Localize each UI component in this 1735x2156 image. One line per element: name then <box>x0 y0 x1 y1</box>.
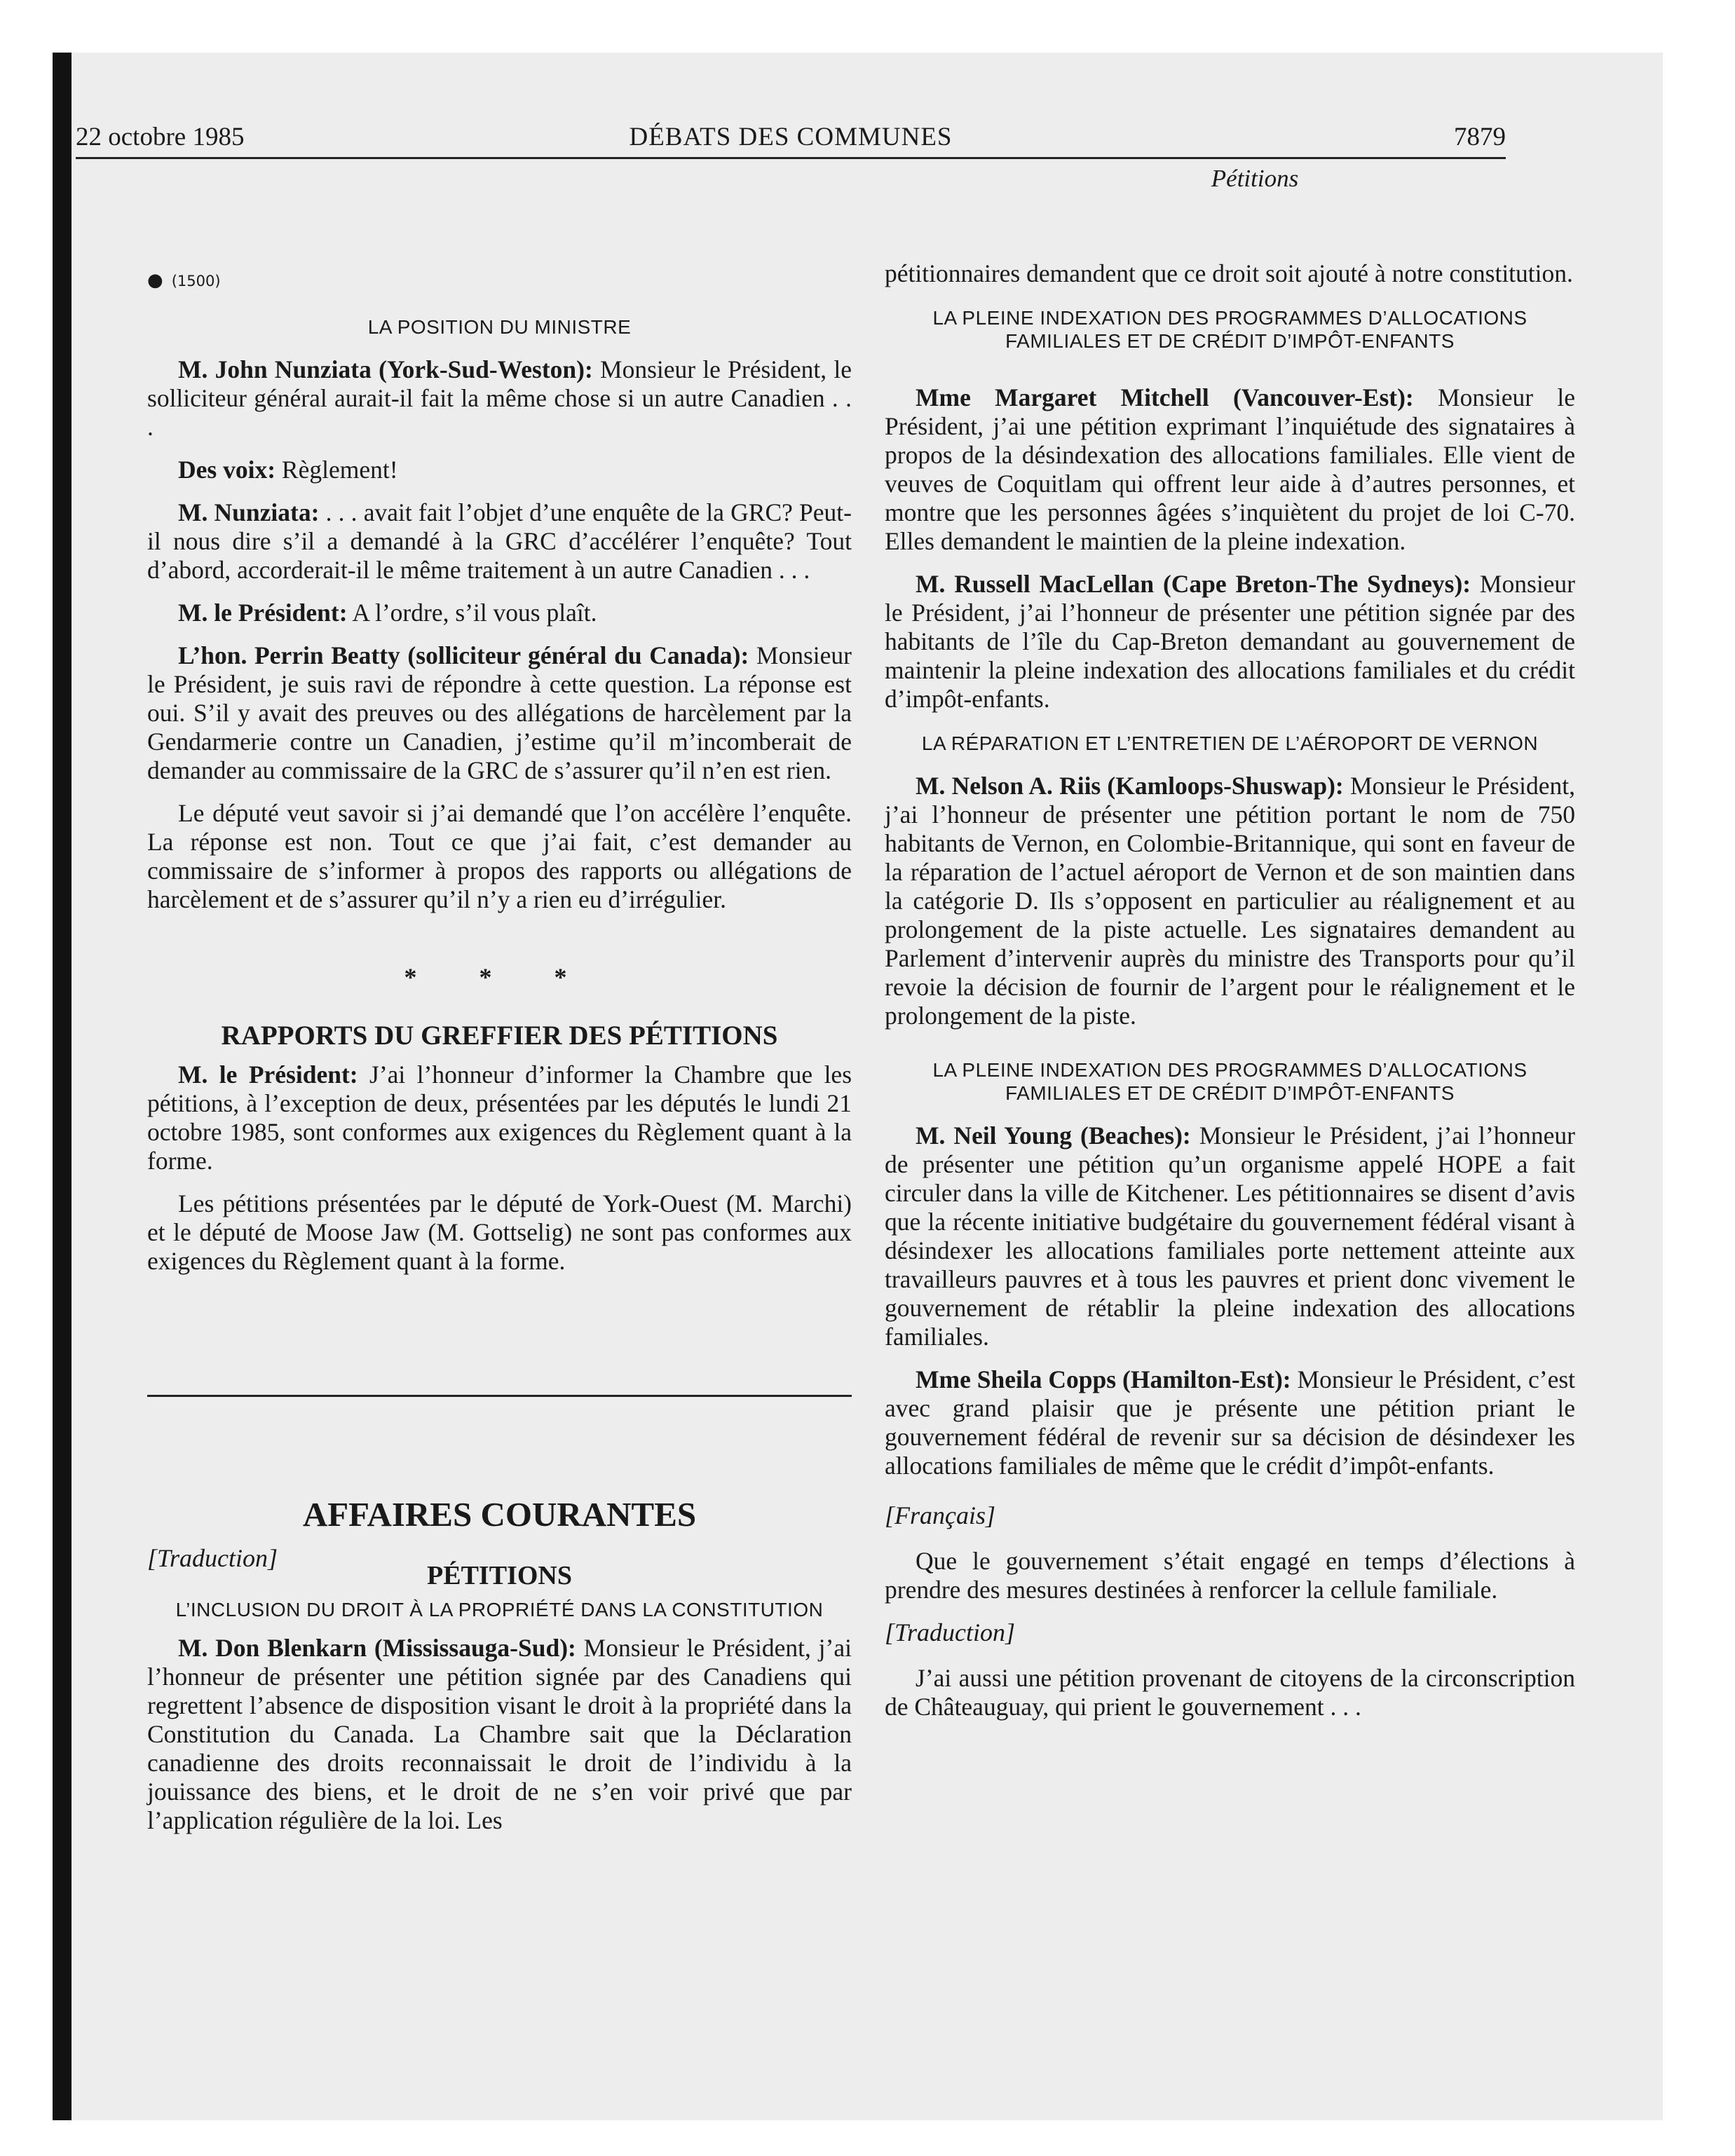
running-head: Pétitions <box>1211 165 1299 192</box>
paragraph <box>885 1365 1575 1480</box>
translation-tag: [Traduction] <box>885 1618 1016 1646</box>
heading-aeroport-vernon: LA RÉPARATION ET L’ENTRETIEN DE L’AÉROPORT DE VERNON <box>921 732 1539 754</box>
time-marker-text: (1500) <box>171 273 221 289</box>
time-marker <box>147 266 852 296</box>
paragraph <box>147 641 852 785</box>
paragraph <box>147 1060 852 1175</box>
speaker: Mme Margaret Mitchell (Vancouver-Est): <box>916 383 1414 411</box>
header-title: DÉBATS DES COMMUNES <box>629 123 953 151</box>
section-title-rapports: RAPPORTS DU GREFFIER DES PÉTITIONS <box>221 1021 778 1051</box>
speech: Monsieur le Président, le solliciteur général aurait-il fait la même chose si un autre Canadien . . . <box>147 355 852 441</box>
speaker: M. Neil Young (Beaches): <box>916 1121 1191 1149</box>
heading-indexation-2: LA PLEINE INDEXATION DES PROGRAMMES D’ALLOCATIONS FAMILIALES ET DE CRÉDIT D’IMPÔT-ENFANTS <box>932 1059 1528 1104</box>
speech: . . . avait fait l’objet d’une enquête de la GRC? Peut-il nous dire s’il a demandé à la GRC d’accélérer l’enquête? Tout d’abord, accorderait-il le même traitement à un autre Canadien . . . <box>147 498 852 584</box>
section-title-affaires: AFFAIRES COURANTES <box>302 1495 697 1534</box>
speaker: M. John Nunziata (York-Sud-Weston): <box>178 355 593 383</box>
speaker: M. Russell MacLellan (Cape Breton-The Sydneys): <box>916 570 1471 598</box>
speech: A l’ordre, s’il vous plaît. <box>347 599 597 627</box>
translation-tag: [Traduction] <box>147 1544 278 1572</box>
header-date: 22 octobre 1985 <box>76 123 245 151</box>
speaker: M. le Président: <box>178 1060 358 1089</box>
french-tag: [Français] <box>885 1501 996 1529</box>
heading-droit-propriete: L’INCLUSION DU DROIT À LA PROPRIÉTÉ DANS LA CONSTITUTION <box>175 1599 824 1621</box>
paragraph <box>147 599 852 627</box>
paragraph <box>885 570 1575 714</box>
scan-edge <box>53 53 72 2120</box>
paragraph: pétitionnaires demandent que ce droit soit ajouté à notre constitution. <box>885 259 1573 287</box>
bullet-icon: ● <box>147 270 163 291</box>
speech: Monsieur le Président, j’ai une pétition exprimant l’inquiétude des signataires à propos de la désindexation des allocations familiales. Elle vient de veuves de Coquitlam qui offrent leur aide à d’autres personnes, et montre que les personnes âgées s’inquiètent du projet de loi C-70. Elles demandent le maintien de la pleine indexation. <box>885 383 1575 555</box>
page-header <box>76 118 1506 159</box>
right-column <box>885 259 1575 1735</box>
paragraph <box>147 355 852 442</box>
paragraph: Que le gouvernement s’était engagé en temps d’élections à prendre des mesures destinées à renforcer la cellule familiale. <box>885 1547 1575 1604</box>
speaker: M. le Président: <box>178 599 348 627</box>
speaker: L’hon. Perrin Beatty (solliciteur général du Canada): <box>178 641 749 669</box>
speaker: M. Nelson A. Riis (Kamloops-Shuswap): <box>916 772 1344 800</box>
paragraph <box>147 1634 852 1835</box>
heading-position-ministre: LA POSITION DU MINISTRE <box>367 316 632 338</box>
speaker: M. Don Blenkarn (Mississauga-Sud): <box>178 1634 576 1662</box>
subsection-title-petitions: PÉTITIONS <box>427 1561 572 1590</box>
speech: Monsieur le Président, j’ai l’honneur de présenter une pétition qu’un organisme appelé HOPE a fait circuler dans la ville de Kitchener. Les pétitionnaires se disent d’avis que la récente initiative budgétaire du gouvernement fédéral visant à désindexer les allocations familiales porte nettement atteinte aux travailleurs pauvres et à tous les pauvres et prient donc vivement le gouvernement de rétablir la pleine indexation des allocations familiales. <box>885 1121 1575 1351</box>
paragraph: J’ai aussi une pétition provenant de citoyens de la circonscription de Châteauguay, qui prient le gouvernement . . . <box>885 1664 1575 1721</box>
speech: Monsieur le Président, c’est avec grand plaisir que je présente une pétition priant le gouvernement fédéral de revenir sur sa décision de désindexer les allocations familiales de même que le crédit d’impôt-enfants. <box>885 1365 1576 1480</box>
speech: Règlement! <box>275 456 398 484</box>
left-column <box>147 259 852 1849</box>
paragraph: Le député veut savoir si j’ai demandé que l’on accélère l’enquête. La réponse est non. Tout ce que j’ai fait, c’est demander au commissaire de s’informer à propos des rapports ou allégations de harcèlement et de s’assurer qu’il n’y a rien eu d’irrégulier. <box>147 799 852 913</box>
speech: Monsieur le Président, je suis ravi de répondre à cette question. La réponse est oui. S’il y avait des preuves ou des allégations de harcèlement par la Gendarmerie contre un Canadien, j’estime qu’il m’incomberait de demander au commissaire de la GRC de s’assurer qu’il n’en est rien. <box>147 641 852 784</box>
speaker: Mme Sheila Copps (Hamilton-Est): <box>916 1365 1291 1393</box>
speaker: M. Nunziata: <box>178 498 320 526</box>
speaker: Des voix: <box>178 456 276 484</box>
speech: Monsieur le Président, j’ai l’honneur de présenter une pétition signée par des Canadiens qui regrettent l’absence de disposition visant le droit à la propriété dans la Constitution du Canada. La Chambre sait que la Déclaration canadienne des droits reconnaissait le droit de l’individu à la jouissance des biens, et le droit de ne s’en voir privé que par l’application régulière de la loi. Les <box>147 1634 852 1834</box>
header-page-number: 7879 <box>1454 123 1506 151</box>
paragraph: Les pétitions présentées par le député de York-Ouest (M. Marchi) et le député de Moose Jaw (M. Gottselig) ne sont pas conformes aux exigences du Règlement quant à la forme. <box>147 1189 852 1275</box>
section-separator: * * * <box>404 963 595 991</box>
paragraph <box>147 456 852 484</box>
paragraph <box>885 383 1575 556</box>
speech: J’ai l’honneur d’informer la Chambre que les pétitions, à l’exception de deux, présentées par les députés le lundi 21 octobre 1985, sont conformes aux exigences du Règlement quant à la forme. <box>147 1060 852 1175</box>
paragraph <box>885 772 1575 1030</box>
speech: Monsieur le Président, j’ai l’honneur de présenter une pétition portant le nom de 750 habitants de Vernon, en Colombie-Britannique, qui sont en faveur de la réparation de l’actuel aéroport de Vernon et de son maintien dans la catégorie D. Ils s’opposent en particulier au réalignement et au prolongement de la piste actuelle. Les signataires demandent au Parlement d’intervenir auprès du ministre des Transports pour qu’il revoie la décision de fournir de l’argent pour le réalignement et le prolongement de la piste. <box>885 772 1575 1030</box>
paragraph <box>147 498 852 585</box>
heading-indexation-1: LA PLEINE INDEXATION DES PROGRAMMES D’ALLOCATIONS FAMILIALES ET DE CRÉDIT D’IMPÔT-ENFANTS <box>932 307 1528 352</box>
paragraph <box>885 1121 1575 1351</box>
speech: Monsieur le Président, j’ai l’honneur de présenter une pétition signée par des habitants de l’île du Cap-Breton demandant au gouvernement de maintenir la pleine indexation des allocations familiales et du crédit d’impôt-enfants. <box>885 570 1576 713</box>
